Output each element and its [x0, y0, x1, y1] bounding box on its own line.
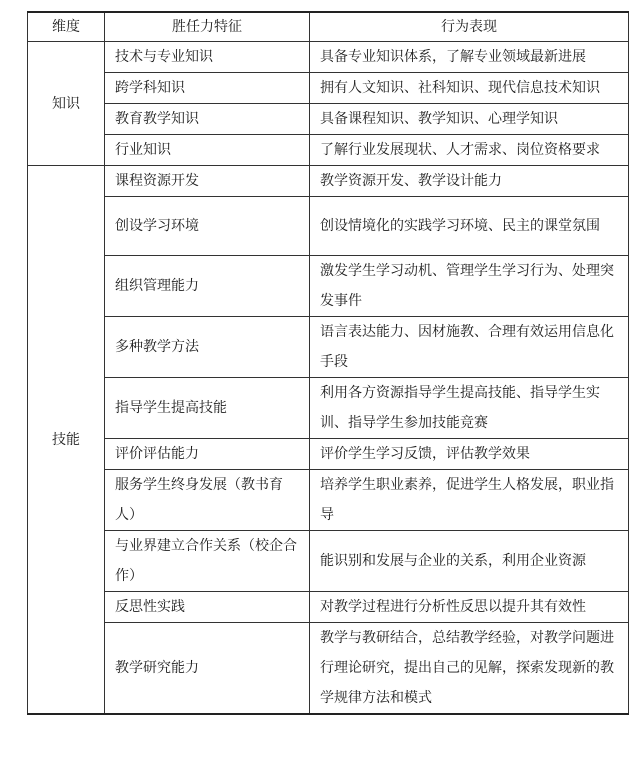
- table-row: [28, 623, 629, 715]
- feature-cell: 指导学生提高技能: [105, 378, 310, 439]
- table-row: [28, 104, 629, 135]
- behavior-cell: 评价学生学习反馈，评估教学效果: [310, 439, 629, 470]
- table-row: [28, 256, 629, 317]
- header-row: [28, 12, 629, 42]
- behavior-cell: 具备课程知识、教学知识、心理学知识: [310, 104, 629, 135]
- header-feature: 胜任力特征: [105, 12, 310, 42]
- header-behavior: 行为表现: [310, 12, 629, 42]
- dimension-skills: 技能: [28, 166, 105, 715]
- table-row: [28, 531, 629, 592]
- feature-cell: 与业界建立合作关系（校企合作）: [105, 531, 310, 592]
- feature-cell: 行业知识: [105, 135, 310, 166]
- table-row: [28, 439, 629, 470]
- feature-cell: 服务学生终身发展（教书育人）: [105, 470, 310, 531]
- table-row: [28, 470, 629, 531]
- behavior-cell: 拥有人文知识、社科知识、现代信息技术知识: [310, 73, 629, 104]
- feature-cell: 多种教学方法: [105, 317, 310, 378]
- behavior-cell: 语言表达能力、因材施教、合理有效运用信息化手段: [310, 317, 629, 378]
- behavior-cell: 教学与教研结合，总结教学经验，对教学问题进行理论研究，提出自己的见解，探索发现新的教学规律方法和模式: [310, 623, 629, 715]
- feature-cell: 组织管理能力: [105, 256, 310, 317]
- behavior-cell: 激发学生学习动机、管理学生学习行为、处理突发事件: [310, 256, 629, 317]
- feature-cell: 教育教学知识: [105, 104, 310, 135]
- table-row: [28, 592, 629, 623]
- feature-cell: 跨学科知识: [105, 73, 310, 104]
- dimension-knowledge: 知识: [28, 42, 105, 166]
- feature-cell: 技术与专业知识: [105, 42, 310, 73]
- table-row: [28, 378, 629, 439]
- table-row: [28, 42, 629, 73]
- feature-cell: 创设学习环境: [105, 197, 310, 256]
- behavior-cell: 对教学过程进行分析性反思以提升其有效性: [310, 592, 629, 623]
- table-row: [28, 166, 629, 197]
- table-row: [28, 135, 629, 166]
- competency-table: [27, 11, 629, 715]
- table-row: [28, 197, 629, 256]
- behavior-cell: 培养学生职业素养，促进学生人格发展，职业指导: [310, 470, 629, 531]
- feature-cell: 教学研究能力: [105, 623, 310, 715]
- behavior-cell: 教学资源开发、教学设计能力: [310, 166, 629, 197]
- feature-cell: 评价评估能力: [105, 439, 310, 470]
- behavior-cell: 具备专业知识体系，了解专业领域最新进展: [310, 42, 629, 73]
- behavior-cell: 能识别和发展与企业的关系，利用企业资源: [310, 531, 629, 592]
- behavior-cell: 利用各方资源指导学生提高技能、指导学生实训、指导学生参加技能竞赛: [310, 378, 629, 439]
- table-row: [28, 73, 629, 104]
- header-dimension: 维度: [28, 12, 105, 42]
- feature-cell: 反思性实践: [105, 592, 310, 623]
- feature-cell: 课程资源开发: [105, 166, 310, 197]
- behavior-cell: 创设情境化的实践学习环境、民主的课堂氛围: [310, 197, 629, 256]
- table-row: [28, 317, 629, 378]
- behavior-cell: 了解行业发展现状、人才需求、岗位资格要求: [310, 135, 629, 166]
